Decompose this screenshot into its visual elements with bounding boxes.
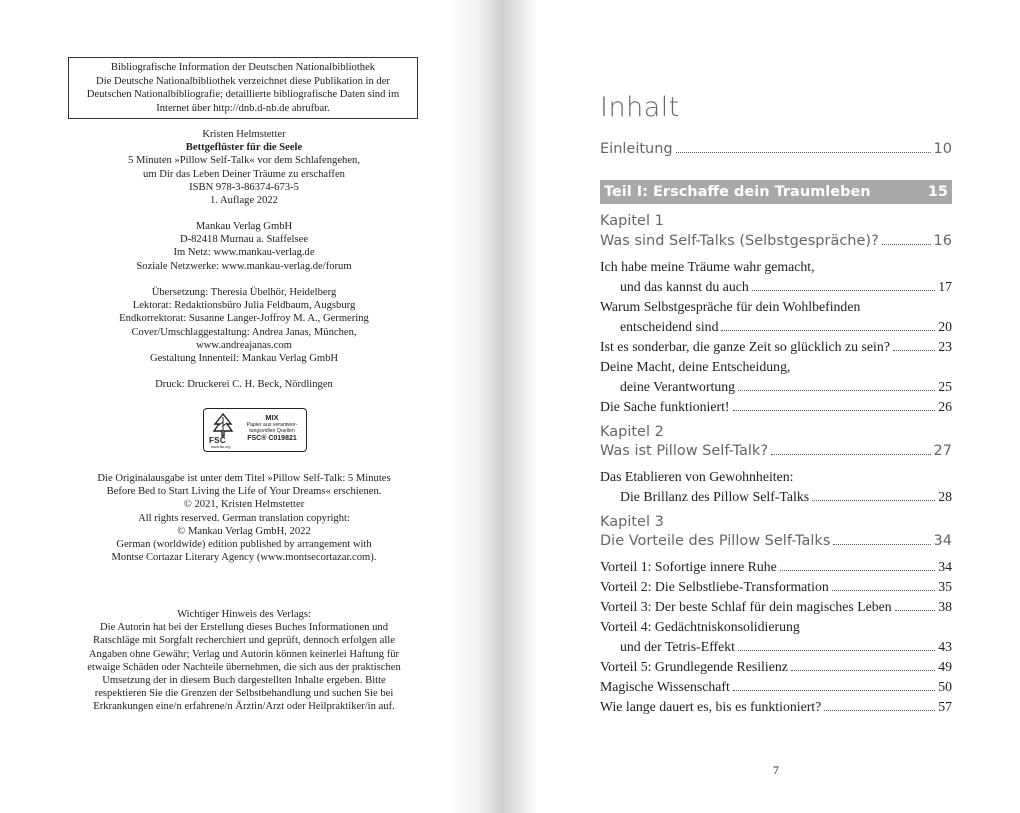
fsc-text-line: tungsvollen Quellen: [249, 428, 295, 435]
original-line: German (worldwide) edition published by arrangement with: [116, 539, 372, 551]
credit-line: Endkorrektorat: Susanne Langer-Joffroy M. A., Germering: [119, 313, 369, 325]
toc-leader: [882, 233, 931, 249]
publisher-info: [68, 220, 420, 273]
fsc-tree-icon: [210, 412, 236, 438]
toc-page-number: 35: [938, 579, 952, 594]
toc-chapter-title: [600, 533, 952, 549]
toc-entry-label: Ist es sonderbar, die ganze Zeit so glücklich zu sein?: [600, 339, 890, 354]
toc-part-heading: [600, 180, 952, 204]
toc-leader: [791, 659, 935, 675]
chapter-label: Kapitel 3: [600, 514, 664, 530]
fsc-url: www.fsc.org: [211, 445, 231, 449]
credit-line: Cover/Umschlaggestaltung: Andrea Janas, München,: [131, 326, 357, 338]
chapter-title: Was sind Self-Talks (Selbstgespräche)?: [600, 233, 879, 249]
toc-page-number: 49: [938, 659, 952, 674]
credits: [68, 286, 420, 365]
toc-page-number: 26: [938, 399, 952, 414]
toc-leader: [676, 141, 931, 157]
toc-page-number: 17: [938, 279, 952, 294]
toc-leader: [832, 579, 935, 595]
toc-entry-label: Wie lange dauert es, bis es funktioniert?: [600, 699, 822, 714]
toc-entry: [600, 359, 952, 375]
isbn: ISBN 978-3-86374-673-5: [189, 181, 299, 193]
toc-entry: [600, 579, 952, 595]
original-edition-info: [68, 472, 420, 564]
toc-leader: [771, 443, 931, 459]
toc-entry-label: deine Verantwortung: [620, 379, 736, 394]
toc-entry: [600, 299, 952, 315]
publisher-line: D-82418 Murnau a. Staffelsee: [179, 234, 309, 246]
toc-entry-label: Deine Macht, deine Entscheidung,: [600, 359, 791, 374]
notice-line: Die Autorin hat bei der Erstellung dieses Buches Informationen und: [99, 622, 389, 634]
fsc-mix-info: [240, 413, 304, 444]
edition: 1. Auflage 2022: [210, 195, 278, 207]
toc-entry-label: Vorteil 1: Sofortige innere Ruhe: [600, 559, 777, 574]
publisher-line: Soziale Netzwerke: www.mankau-verlag.de/forum: [136, 260, 352, 272]
toc-page-number: 50: [938, 679, 952, 694]
toc-entry: [600, 319, 952, 335]
toc-leader: [893, 339, 935, 355]
toc-page-number: 43: [938, 639, 952, 654]
toc-entry-label: und das kannst du auch: [620, 279, 749, 294]
toc-entry-einleitung: [600, 141, 952, 157]
toc-leader: [738, 639, 935, 655]
toc-page-number: 27: [933, 443, 952, 459]
toc-entry-label: Vorteil 2: Die Selbstliebe-Transformation: [600, 579, 829, 594]
toc-entry-label: Vorteil 5: Grundlegende Resilienz: [600, 659, 788, 674]
original-line: All rights reserved. German translation copyright:: [138, 512, 350, 524]
notice-line: etwaige Schäden oder Nachteile übernehmen, die sich aus der praktischen: [87, 661, 401, 673]
bib-line: Die Deutsche Nationalbibliothek verzeichnet diese Publikation in der: [96, 75, 390, 87]
publisher-line: Mankau Verlag GmbH: [195, 221, 293, 232]
toc-leader: [895, 599, 936, 615]
toc-page-number: 16: [933, 233, 952, 249]
subtitle-line: um Dir das Leben Deiner Träume zu erschaffen: [143, 168, 345, 180]
original-line: © Mankau Verlag GmbH, 2022: [177, 525, 311, 537]
page-number: 7: [773, 763, 779, 777]
subtitle-line: 5 Minuten »Pillow Self-Talk« vor dem Schlafengehen,: [128, 155, 360, 167]
toc-entry: [600, 699, 952, 715]
toc-leader: [738, 379, 935, 395]
credit-line: Übersetzung: Theresia Übelhör, Heidelberg: [151, 287, 337, 298]
toc-leader: [833, 533, 930, 549]
toc-entry-label: Warum Selbstgespräche für dein Wohlbefinden: [600, 299, 861, 314]
toc-entry-label: Einleitung: [600, 141, 673, 157]
toc-leader: [752, 279, 935, 295]
toc-title: Inhalt: [600, 92, 680, 123]
credit-line: Lektorat: Redaktionsbüro Julia Feldbaum, Augsburg: [132, 300, 356, 312]
original-line: Die Originalausgabe ist unter dem Titel »Pillow Self-Talk: 5 Minutes: [97, 473, 391, 484]
credit-line: www.andreajanas.com: [196, 339, 292, 351]
toc-entry: [600, 489, 952, 505]
toc-page-number: 57: [938, 699, 952, 714]
bib-line: Deutschen Nationalbibliografie; detaillierte bibliografische Daten sind im: [86, 89, 400, 101]
publisher-line: Im Netz: www.mankau-verlag.de: [173, 247, 315, 259]
author: Kristen Helmstetter: [202, 129, 286, 140]
toc-leader: [812, 489, 935, 505]
toc-leader: [733, 679, 935, 695]
bibliographic-info-box: [68, 57, 418, 119]
fsc-label: FSC: [209, 436, 226, 445]
chapter-label: Kapitel 2: [600, 424, 664, 440]
toc-chapter-title: [600, 443, 952, 459]
toc-entry: [600, 659, 952, 675]
credit-line: Gestaltung Innenteil: Mankau Verlag GmbH: [149, 353, 339, 365]
notice-line: respektieren Sie die Grenzen der Selbstbehandlung und suchen Sie bei: [94, 688, 394, 700]
original-line: Before Bed to Start Living the Life of Your Dreams« erschienen.: [106, 486, 382, 498]
toc-entry-label: Die Sache funktioniert!: [600, 399, 730, 414]
chapter-title: Was ist Pillow Self-Talk?: [600, 443, 769, 459]
toc-entry-label: entscheidend sind: [620, 319, 719, 334]
toc-page-number: 38: [938, 599, 952, 614]
toc-entry: [600, 469, 952, 485]
toc-entry: [600, 399, 952, 415]
toc-page-number: 28: [938, 489, 952, 504]
toc-chapter-title: [600, 233, 952, 249]
toc-entry-label: Ich habe meine Träume wahr gemacht,: [600, 259, 815, 274]
toc-entry-label: Vorteil 3: Der beste Schlaf für dein magisches Leben: [600, 599, 892, 614]
toc-entry: [600, 679, 952, 695]
toc-entry-label: Das Etablieren von Gewohnheiten:: [600, 469, 794, 484]
fsc-code: FSC® C019821: [247, 435, 297, 443]
toc-page-number: 10: [933, 141, 952, 157]
bib-line: Internet über http://dnb.d-nb.de abrufbar.: [156, 102, 330, 114]
part-label: Teil I: Erschaffe dein Traumleben: [604, 184, 871, 200]
toc-entry-label: und der Tetris-Effekt: [620, 639, 735, 654]
notice-line: Angaben ohne Gewähr; Verlag und Autorin können keinerlei Haftung für: [88, 648, 400, 660]
toc-page-number: 20: [938, 319, 952, 334]
chapter-title: Die Vorteile des Pillow Self-Talks: [600, 533, 831, 549]
notice-line: Erkrankungen eine/n erfahrene/n Ärztin/Arzt oder Heilpraktiker/in auf.: [93, 701, 395, 713]
print-info: [68, 378, 420, 391]
printer: Druck: Druckerei C. H. Beck, Nördlingen: [155, 379, 333, 390]
toc-page-number: 25: [938, 379, 952, 394]
toc-leader: [733, 399, 936, 415]
original-line: Montse Cortazar Literary Agency (www.montsecortazar.com).: [111, 552, 377, 564]
toc-leader: [780, 559, 935, 575]
book-info: [68, 128, 420, 207]
bib-line: Bibliografische Information der Deutschen Nationalbibliothek: [110, 62, 376, 73]
toc-entry: [600, 619, 952, 635]
toc-entry: [600, 259, 952, 275]
toc-entry-label: Die Brillanz des Pillow Self-Talks: [620, 489, 810, 504]
toc-page-number: 34: [933, 533, 952, 549]
book-title: Bettgeflüster für die Seele: [185, 142, 303, 154]
fsc-mix: MIX: [265, 413, 279, 422]
toc-entry: [600, 599, 952, 615]
notice-line: Wichtiger Hinweis des Verlags:: [177, 609, 311, 620]
toc-entry: [600, 339, 952, 355]
toc-page-number: 23: [938, 339, 952, 354]
fsc-logo: [203, 408, 307, 452]
part-page-number: 15: [927, 184, 948, 200]
notice-line: Ratschläge mit Sorgfalt recherchiert und geprüft, dennoch erfolgen alle: [93, 635, 395, 647]
toc-entry: [600, 639, 952, 655]
notice-line: Umsetzung der in diesem Buch dargestellten Inhalte ergeben. Bitte: [102, 675, 386, 687]
imprint-page: [0, 0, 480, 813]
toc-entry: [600, 279, 952, 295]
chapter-label: Kapitel 1: [600, 213, 664, 229]
fsc-text-line: Papier aus verantwor-: [246, 422, 298, 428]
toc-entry-label: Vorteil 4: Gedächtniskonsolidierung: [600, 619, 800, 634]
toc-entry: [600, 379, 952, 395]
toc-leader: [721, 319, 935, 335]
toc-page-number: 34: [938, 559, 952, 574]
toc-leader: [824, 699, 935, 715]
toc-entry: [600, 559, 952, 575]
publisher-notice: [68, 608, 420, 714]
original-line: © 2021, Kristen Helmstetter: [183, 499, 305, 511]
toc-entry-label: Magische Wissenschaft: [600, 679, 730, 694]
